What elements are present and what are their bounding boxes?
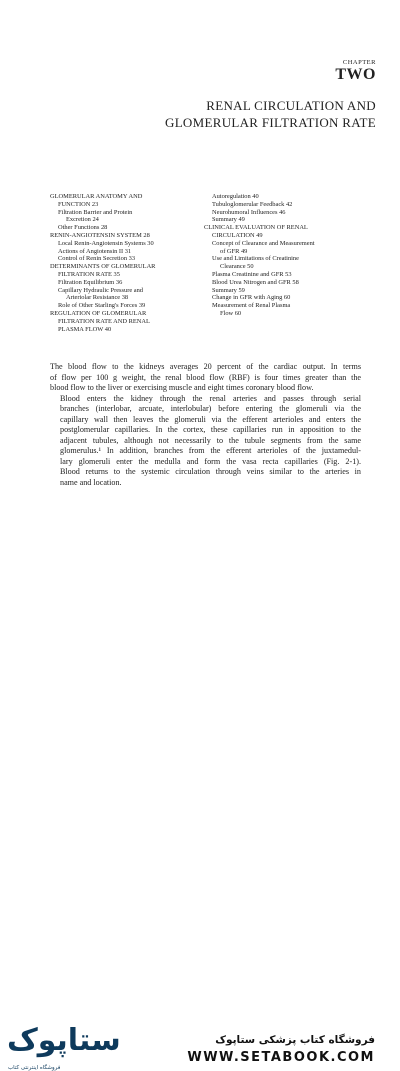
chapter-number: TWO <box>335 66 376 83</box>
chapter-title-line: RENAL CIRCULATION AND <box>206 98 376 113</box>
toc-right-column <box>204 193 354 318</box>
toc-entry: FILTRATION RATE AND RENAL <box>58 317 150 325</box>
text-line: glomerulus.¹ In addition, branches from the efferent arterioles of the juxtamedul- <box>60 446 361 455</box>
toc-entry: PLASMA FLOW 40 <box>58 325 112 333</box>
toc-entry: Control of Renin Secretion 33 <box>58 255 136 263</box>
toc-entry: Change in GFR with Aging 60 <box>212 294 291 302</box>
paragraph <box>50 362 361 394</box>
toc-entry: Actions of Angiotensin II 31 <box>58 247 132 255</box>
text-line: blood flow to the liver or exercising muscle and eight times coronary blood flow. <box>50 383 314 392</box>
text-line: postglomerular capillaries. In the cortex, these capillaries run in apposition to the <box>60 425 361 434</box>
footer-banner <box>0 509 400 1071</box>
toc-entry: DETERMINANTS OF GLOMERULAR <box>50 263 156 271</box>
toc-entry: Autoregulation 40 <box>212 193 259 200</box>
toc-entry: Tubuloglomerular Feedback 42 <box>212 200 293 208</box>
toc-entry: Clearance 50 <box>220 263 254 271</box>
toc-entry: Plasma Creatinine and GFR 53 <box>212 270 292 278</box>
paragraph <box>50 394 361 489</box>
text-line: capillary wall then leaves the glomeruli via the efferent arterioles and enters the <box>60 414 361 424</box>
text-line: lary glomeruli enter the medulla and form the vasa recta capillaries (Fig. 2-1). <box>60 456 361 466</box>
toc-entry: CLINICAL EVALUATION OF RENAL <box>204 224 308 232</box>
store-logo-subtitle: فروشگاه اینترنتی کتاب <box>8 1065 61 1071</box>
toc-entry: Flow 60 <box>220 309 242 317</box>
toc-entry: Local Renin-Angiotensin Systems 30 <box>58 239 154 247</box>
text-line: name and location. <box>60 477 122 487</box>
toc-entry: Blood Urea Nitrogen and GFR 58 <box>212 278 299 286</box>
text-line: Blood returns to the systemic circulation through veins similar to the arteries in <box>60 467 361 476</box>
body-text <box>50 362 361 488</box>
store-name: فروشگاه کتاب پزشکی ستاپوک <box>215 1034 375 1046</box>
store-logo[interactable]: ستاپوک <box>7 1023 121 1058</box>
toc-left-column <box>50 193 198 333</box>
toc-entry: Filtration Equilibrium 36 <box>58 278 123 286</box>
toc-entry: Summary 49 <box>212 216 245 224</box>
toc-entry: Arteriolar Resistance 38 <box>66 294 129 302</box>
chapter-title <box>76 97 376 131</box>
text-line: Blood enters the kidney through the renal arteries and passes through serial <box>60 393 361 403</box>
text-line: of flow per 100 g weight, the renal blood flow (RBF) is four times greater than the <box>50 372 361 382</box>
chapter-label: CHAPTER <box>342 59 376 66</box>
toc-entry: REGULATION OF GLOMERULAR <box>50 309 147 317</box>
toc-entry: Use and Limitations of Creatinine <box>212 255 299 263</box>
toc-entry: Measurement of Renal Plasma <box>212 302 291 310</box>
toc-entry: Capillary Hydraulic Pressure and <box>58 286 144 294</box>
toc-entry: Concept of Clearance and Measurement <box>212 239 315 247</box>
toc-entry: of GFR 49 <box>220 247 248 255</box>
toc-entry: Summary 59 <box>212 286 245 294</box>
toc-entry: FUNCTION 23 <box>58 200 99 208</box>
toc-entry: CIRCULATION 49 <box>212 231 263 239</box>
text-line: branches (interlobar, arcuate, interlobular) before entering the glomeruli via the <box>60 404 361 413</box>
toc-entry: Other Functions 28 <box>58 224 108 232</box>
chapter-title-line: GLOMERULAR FILTRATION RATE <box>165 115 376 130</box>
toc-entry: RENIN-ANGIOTENSIN SYSTEM 28 <box>50 231 150 239</box>
toc-entry: Filtration Barrier and Protein <box>58 208 133 216</box>
toc-entry: Neurohumoral Influences 46 <box>212 208 286 216</box>
toc-entry: GLOMERULAR ANATOMY AND <box>50 193 143 200</box>
toc-entry: Role of Other Starling's Forces 39 <box>58 302 146 310</box>
toc-entry: FILTRATION RATE 35 <box>58 270 120 278</box>
toc-entry: Excretion 24 <box>66 216 99 224</box>
text-line: adjacent tubules, although not necessarily to the tubule segments from the same <box>60 435 361 445</box>
store-url-link[interactable]: WWW.SETABOOK.COM <box>187 1050 375 1065</box>
text-line: The blood flow to the kidneys averages 20 percent of the cardiac output. In terms <box>50 362 361 371</box>
